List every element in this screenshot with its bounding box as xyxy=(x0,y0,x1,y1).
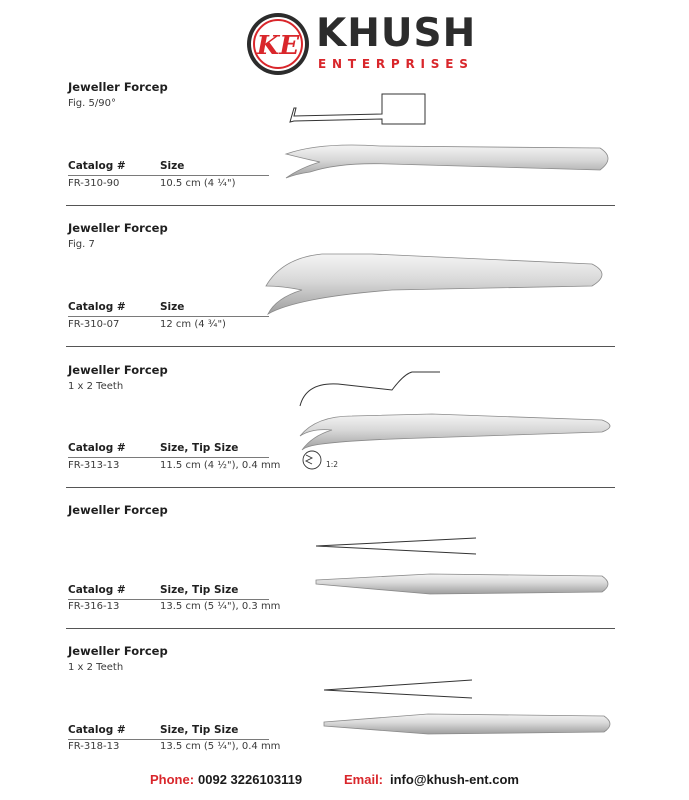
product-figure: 1 x 2 Teeth xyxy=(68,662,124,673)
forcep-illustration xyxy=(292,366,622,476)
size-col-head: Size, Tip Size xyxy=(160,724,239,736)
size-col-head: Size, Tip Size xyxy=(160,442,239,454)
catalog-header xyxy=(68,301,269,317)
catalog-number: FR-313-13 xyxy=(68,460,120,471)
product-title: Jeweller Forcep xyxy=(68,503,168,517)
catalog-col-head: Catalog # xyxy=(68,584,126,596)
size-col-head: Size xyxy=(160,160,185,172)
phone-number[interactable]: 0092 3226103119 xyxy=(198,772,303,787)
section-divider xyxy=(66,628,615,629)
size-col-head: Size, Tip Size xyxy=(160,584,239,596)
phone-label: Phone: xyxy=(150,772,195,787)
size-col-head: Size xyxy=(160,301,185,313)
size-value: 10.5 cm (4 ¼") xyxy=(160,178,236,189)
product-title: Jeweller Forcep xyxy=(68,644,168,658)
size-value: 11.5 cm (4 ½"), 0.4 mm xyxy=(160,460,281,471)
brand-subtitle: ENTERPRISES xyxy=(318,57,474,71)
forcep-illustration xyxy=(262,238,622,318)
size-value: 13.5 cm (5 ¼"), 0.4 mm xyxy=(160,741,281,752)
company-logo xyxy=(246,12,310,76)
product-title: Jeweller Forcep xyxy=(68,221,168,235)
size-value: 12 cm (4 ¾") xyxy=(160,319,226,330)
catalog-number: FR-310-07 xyxy=(68,319,120,330)
product-title: Jeweller Forcep xyxy=(68,80,168,94)
header xyxy=(0,0,689,80)
contact-footer xyxy=(0,772,689,792)
catalog-header xyxy=(68,584,269,600)
tip-scale: 1:2 xyxy=(326,460,339,469)
catalog-col-head: Catalog # xyxy=(68,442,126,454)
product-figure: Fig. 7 xyxy=(68,239,95,250)
logo-monogram: KE xyxy=(256,31,300,61)
product-figure: 1 x 2 Teeth xyxy=(68,381,124,392)
email-address[interactable]: info@khush-ent.com xyxy=(390,772,519,787)
brand-name: KHUSH xyxy=(316,11,477,56)
section-divider xyxy=(66,487,615,488)
catalog-header xyxy=(68,160,269,176)
catalog-col-head: Catalog # xyxy=(68,724,126,736)
forcep-illustration xyxy=(318,674,620,744)
catalog-col-head: Catalog # xyxy=(68,160,126,172)
email-label: Email: xyxy=(344,772,384,787)
catalog-number: FR-318-13 xyxy=(68,741,120,752)
catalog-number: FR-316-13 xyxy=(68,601,120,612)
catalog-header xyxy=(68,442,269,458)
catalog-col-head: Catalog # xyxy=(68,301,126,313)
forcep-illustration xyxy=(280,86,620,186)
catalog-header xyxy=(68,724,269,740)
product-title: Jeweller Forcep xyxy=(68,363,168,377)
section-divider xyxy=(66,346,615,347)
size-value: 13.5 cm (5 ¼"), 0.3 mm xyxy=(160,601,281,612)
catalog-number: FR-310-90 xyxy=(68,178,120,189)
product-figure: Fig. 5/90° xyxy=(68,98,116,109)
tip-detail-icon xyxy=(303,451,321,469)
forcep-illustration xyxy=(310,532,620,602)
section-divider xyxy=(66,205,615,206)
